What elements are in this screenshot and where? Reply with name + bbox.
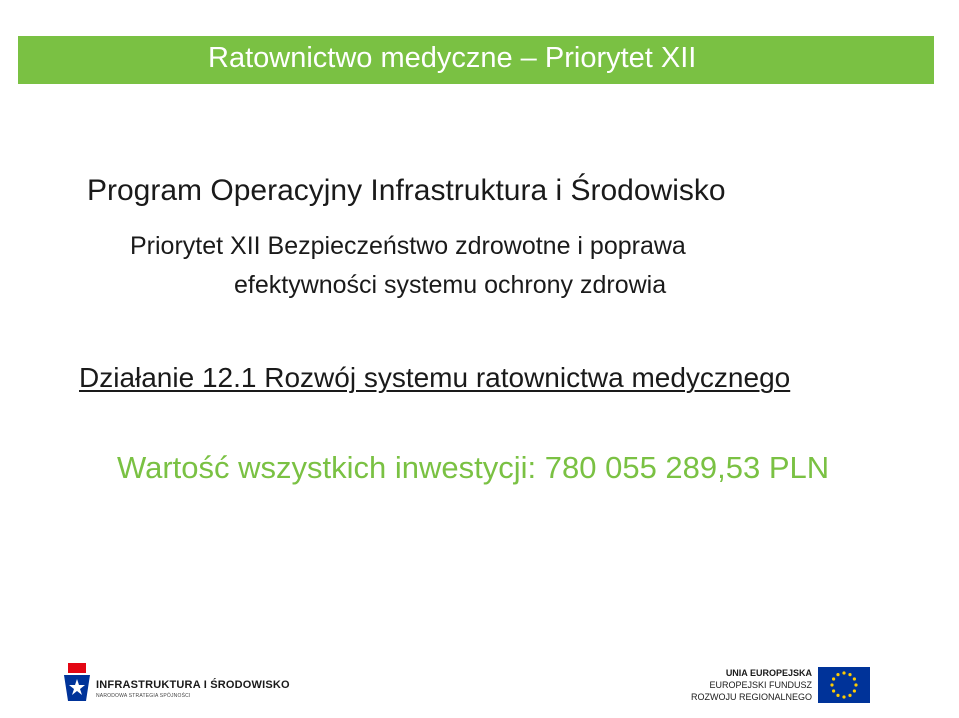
eu-star (842, 695, 845, 698)
slide-title: Ratownictwo medyczne – Priorytet XII (208, 42, 697, 74)
eu-star (853, 689, 856, 692)
eu-logo-text (691, 667, 812, 703)
logo-left-sub-text: NARODOWA STRATEGIA SPÓJNOŚCI (96, 693, 191, 699)
eu-star (832, 689, 835, 692)
investment-value-amount: 780 055 289,53 PLN (544, 450, 830, 485)
eu-flag-icon (818, 667, 870, 703)
program-heading: Program Operacyjny Infrastruktura i Środowisko (87, 174, 726, 207)
eu-star (836, 694, 839, 697)
logo-left-main-text: INFRASTRUKTURA I ŚRODOWISKO (96, 679, 290, 691)
investment-value (117, 450, 829, 486)
eu-star (842, 671, 845, 674)
eu-star (830, 683, 833, 686)
eu-star (848, 694, 851, 697)
eu-star (848, 673, 851, 676)
title-bar (18, 36, 934, 84)
investment-value-label: Wartość wszystkich inwestycji: (117, 450, 537, 485)
priority-line-1: Priorytet XII Bezpieczeństwo zdrowotne i poprawa (130, 232, 686, 260)
eu-star (853, 677, 856, 680)
eu-star (854, 683, 857, 686)
action-heading: Działanie 12.1 Rozwój systemu ratownictwa medycznego (79, 362, 791, 393)
infrastruktura-logo (62, 661, 290, 706)
eu-line-1: UNIA EUROPEJSKA (725, 668, 812, 678)
eu-line-2: EUROPEJSKI FUNDUSZ (709, 680, 812, 690)
poland-cohesion-logo-icon (62, 661, 92, 706)
footer (0, 655, 959, 718)
priority-line-2: efektywności systemu ochrony zdrowia (234, 271, 667, 299)
eu-logo (690, 665, 870, 713)
eu-star (836, 673, 839, 676)
eu-line-3: ROZWOJU REGIONALNEGO (690, 692, 812, 702)
eu-star (832, 677, 835, 680)
